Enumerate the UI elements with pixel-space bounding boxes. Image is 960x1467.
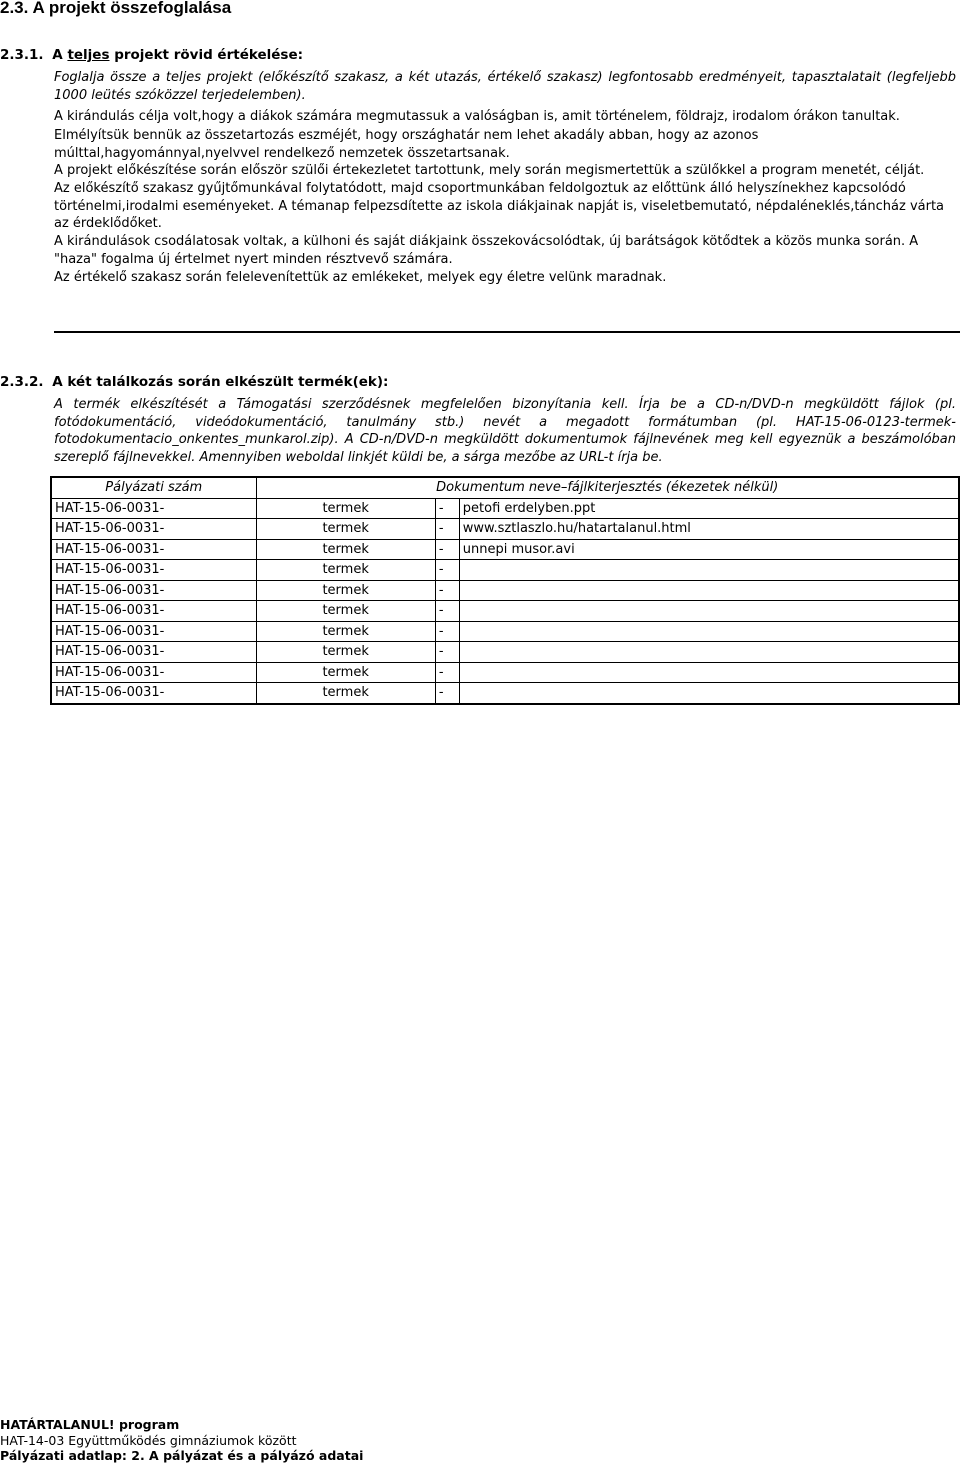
row-dash-cell: - — [435, 519, 459, 540]
table-row — [51, 498, 959, 519]
summary-heading-underlined: teljes — [67, 47, 110, 63]
row-document-field[interactable] — [459, 560, 959, 581]
row-dash-cell: - — [435, 601, 459, 622]
products-heading-text: A két találkozás során elkészült termék(ek): — [52, 374, 389, 390]
row-code-cell: HAT-15-06-0031- — [51, 662, 256, 683]
row-product-cell: termek — [256, 539, 435, 560]
summary-paragraph: Elmélyítsük bennük az összetartozás eszméjét, hogy országhatár nem lehet akadály abban, hogy az azonos múlttal,hagyománnyal,nyelvvel rendelkező nemzetek összetartsanak. — [54, 128, 759, 161]
summary-paragraph: Az előkészítő szakasz gyűjtőmunkával folytatódott, majd csoportmunkában feldolgoztuk az előttünk álló helyszínekhez kapcsolódó történelmi,irodalmi eseményeket. A témanap felpezsdítette az iskola diákjainak napját is, viseletbemutató, népdaléneklés,táncház várta az érdeklődőket. — [54, 181, 945, 232]
table-header-row — [51, 477, 959, 498]
row-product-cell: termek — [256, 580, 435, 601]
section-divider — [54, 331, 960, 333]
row-code-cell: HAT-15-06-0031- — [51, 683, 256, 704]
summary-heading-prefix: A — [52, 47, 68, 63]
row-document-field[interactable] — [459, 580, 959, 601]
row-document-field[interactable] — [459, 662, 959, 683]
table-row — [51, 519, 959, 540]
row-document-field[interactable]: www.sztlaszlo.hu/hatartalanul.html — [459, 519, 959, 540]
footer — [0, 1417, 363, 1464]
row-document-field[interactable]: unnepi musor.avi — [459, 539, 959, 560]
table-row — [51, 642, 959, 663]
row-product-cell: termek — [256, 683, 435, 704]
row-dash-cell: - — [435, 642, 459, 663]
row-product-cell: termek — [256, 560, 435, 581]
table-row — [51, 601, 959, 622]
summary-paragraph: Az értékelő szakasz során felelevenítettük az emlékeket, melyek egy életre velünk maradnak. — [54, 270, 667, 285]
row-code-cell: HAT-15-06-0031- — [51, 601, 256, 622]
summary-number: 2.3.1. — [0, 47, 44, 63]
row-code-cell: HAT-15-06-0031- — [51, 560, 256, 581]
row-document-field[interactable] — [459, 601, 959, 622]
header-document-name: Dokumentum neve–fájlkiterjesztés (ékezetek nélkül) — [256, 477, 959, 498]
row-product-cell: termek — [256, 662, 435, 683]
row-code-cell: HAT-15-06-0031- — [51, 621, 256, 642]
documents-table — [50, 476, 960, 705]
table-row — [51, 539, 959, 560]
summary-heading — [0, 47, 303, 63]
row-document-field[interactable]: petofi erdelyben.ppt — [459, 498, 959, 519]
row-product-cell: termek — [256, 519, 435, 540]
row-code-cell: HAT-15-06-0031- — [51, 498, 256, 519]
section-title: 2.3. A projekt összefoglalása — [0, 0, 232, 17]
row-dash-cell: - — [435, 683, 459, 704]
table-row — [51, 683, 959, 704]
products-number: 2.3.2. — [0, 374, 44, 390]
row-dash-cell: - — [435, 621, 459, 642]
summary-paragraph: A kirándulások csodálatosak voltak, a külhoni és saját diákjaink összekovácsolódtak, új barátságok kötődtek a közös munka során. A "haza" fogalma új értelmet nyert minden résztvevő számára. — [54, 234, 919, 267]
table-row — [51, 580, 959, 601]
footer-program: HATÁRTALANUL! program — [0, 1417, 180, 1432]
row-code-cell: HAT-15-06-0031- — [51, 519, 256, 540]
summary-heading-suffix: projekt rövid értékelése: — [109, 47, 304, 63]
row-code-cell: HAT-15-06-0031- — [51, 539, 256, 560]
row-product-cell: termek — [256, 601, 435, 622]
row-product-cell: termek — [256, 498, 435, 519]
row-product-cell: termek — [256, 642, 435, 663]
products-instruction: A termék elkészítését a Támogatási szerződésnek megfelelően bizonyítania kell. Írja be a CD-n/DVD-n megküldött fájlok (pl. fotódokumentáció, videódokumentáció, tanulmány stb.) nevét a megadott formátumban (pl. HAT-15-06-0123-termek-fotodokumentacio_onkentes_munkarol.zip). A CD-n/DVD-n megküldött dokumentumok fájlnevének meg kell egyeznük a beszámolóban szereplő fájlnevekkel. Amennyiben weboldal linkjét küldi be, a sárga mezőbe az URL-t írja be. — [54, 397, 956, 466]
summary-paragraph: A projekt előkészítése során először szülői értekezletet tartottunk, mely során megismertettük a szülőkkel a program menetét, célját. — [54, 163, 925, 178]
row-document-field[interactable] — [459, 683, 959, 704]
footer-code: HAT-14-03 Együttműködés gimnáziumok között — [0, 1432, 297, 1448]
row-dash-cell: - — [435, 498, 459, 519]
row-code-cell: HAT-15-06-0031- — [51, 580, 256, 601]
row-document-field[interactable] — [459, 621, 959, 642]
row-dash-cell: - — [435, 560, 459, 581]
table-row — [51, 560, 959, 581]
row-product-cell: termek — [256, 621, 435, 642]
row-code-cell: HAT-15-06-0031- — [51, 642, 256, 663]
header-application-number: Pályázati szám — [51, 477, 256, 498]
products-heading — [0, 374, 388, 390]
table-row — [51, 662, 959, 683]
summary-instruction: Foglalja össze a teljes projekt (előkészítő szakasz, a két utazás, értékelő szakasz) legfontosabb eredményeit, tapasztalatait (legfeljebb 1000 leütés szóközzel terjedelemben). — [54, 70, 956, 103]
footer-sheet: Pályázati adatlap: 2. A pályázat és a pályázó adatai — [0, 1448, 364, 1463]
table-row — [51, 621, 959, 642]
row-document-field[interactable] — [459, 642, 959, 663]
row-dash-cell: - — [435, 539, 459, 560]
row-dash-cell: - — [435, 662, 459, 683]
summary-paragraph: A kirándulás célja volt,hogy a diákok számára megmutassuk a valóságban is, amit történelem, földrajz, irodalom órákon tanultak. — [54, 109, 900, 124]
row-dash-cell: - — [435, 580, 459, 601]
